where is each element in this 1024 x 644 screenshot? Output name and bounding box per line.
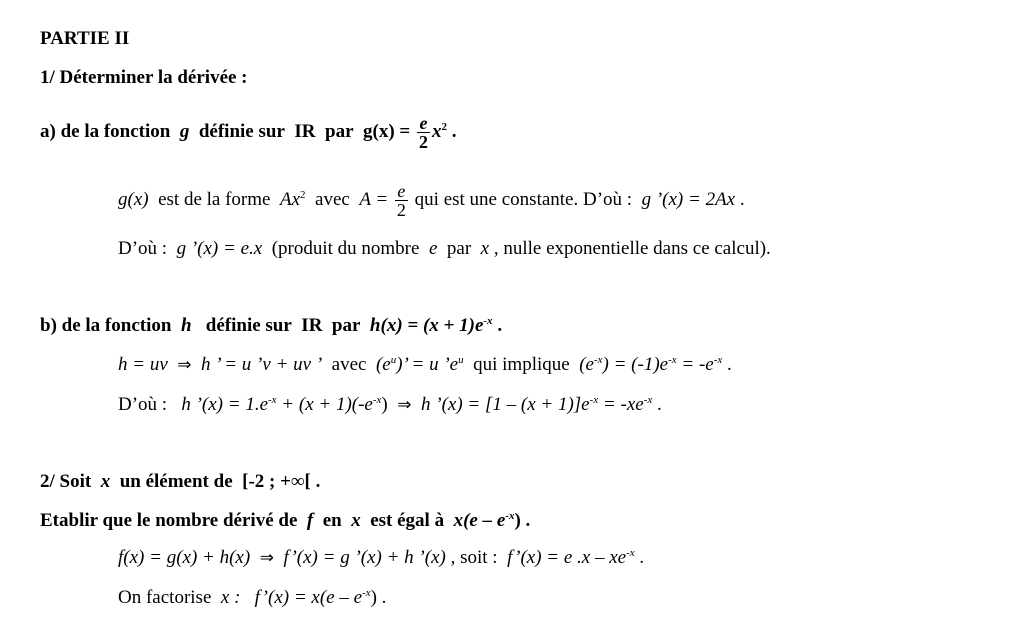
- q1a-fraction-numerator: e: [417, 114, 430, 133]
- q1b-l2-t6: = -xe: [598, 394, 644, 415]
- q1b-l2-t5: h ’(x) = [1 – (x + 1)]e: [421, 394, 590, 415]
- q1b-l2-t5exp: -x: [589, 394, 599, 406]
- q1a-par: par: [325, 120, 354, 142]
- q1b-l1-t8: ) = (-1)e: [602, 354, 669, 375]
- q1a-l2-t6: x: [480, 238, 490, 259]
- q1b-l2-t7: .: [656, 394, 662, 415]
- q2-l1-t1: f(x) = g(x) + h(x): [118, 547, 251, 568]
- q1b-l1-t2: h ’ = u ’v + uv ’: [201, 354, 323, 375]
- q2-s-t2: f: [306, 510, 314, 531]
- q1b-prefix: b) de la fonction: [40, 315, 172, 336]
- q1a-expr-var: x: [432, 120, 442, 142]
- q1b-l1-t6: qui implique: [473, 354, 570, 375]
- q1b-l1-t5exp: u: [458, 354, 464, 366]
- question-2-heading: [40, 470, 320, 494]
- q1b-function-name: h: [180, 315, 192, 336]
- q2-s-t1: Etablir que le nombre dérivé de: [40, 510, 298, 531]
- q2-var: x: [100, 471, 111, 492]
- q2-l1-t2: f’(x) = g ’(x) + h ’(x): [283, 547, 446, 568]
- part-title-text: PARTIE II: [40, 28, 130, 49]
- q1b-l1-t4exp: u: [390, 354, 397, 366]
- q2-interval: [-2 ; +∞[ .: [242, 471, 321, 492]
- q1a-fraction: [417, 114, 430, 151]
- q1b-l2-t6exp: -x: [643, 394, 653, 406]
- q1b-l1-t10: .: [727, 354, 732, 375]
- q2-s-t6exp: -x: [505, 510, 515, 522]
- q2-s-t6: x(e – e: [453, 510, 506, 531]
- q1b-l1-t7exp: -x: [593, 354, 603, 366]
- q1b-l1-t7: (e: [579, 354, 594, 375]
- q1a-solution-line-1: [118, 182, 745, 219]
- q1b-l2-t4: ): [381, 394, 388, 415]
- q1a-end: .: [451, 120, 457, 142]
- q1a-l2-t1: D’où :: [118, 238, 168, 259]
- q1a-l2-t2: g ’(x) = e.x: [176, 238, 263, 259]
- q1a-l1-t8: .: [739, 188, 745, 210]
- q2-solution-line-2: [118, 586, 386, 610]
- q1b-l2-t2: h ’(x) = 1.e: [181, 394, 268, 415]
- q1b-l2-t3: + (x + 1)(-e: [276, 394, 373, 415]
- q2-s-t4: x: [351, 510, 361, 531]
- q1a-l2-t4: e: [428, 238, 438, 259]
- q2-s-t7: ) .: [514, 510, 531, 531]
- q1a-set: IR: [294, 120, 316, 142]
- q1b-mid: définie sur: [205, 315, 292, 336]
- q2-l2-t3: f’(x) = x(e – e: [254, 587, 363, 608]
- q1a-l2-t7: , nulle exponentielle dans ce calcul).: [493, 238, 771, 259]
- q1b-l1-t5: )’ = u ’e: [396, 354, 459, 375]
- q1b-l2-t2exp: -x: [268, 394, 277, 406]
- q1b-l2-t3exp: -x: [372, 394, 382, 406]
- q1a-l2-t3: (produit du nombre: [271, 238, 420, 259]
- part-title: [40, 27, 129, 51]
- q1a-l1-t1: g(x): [118, 188, 149, 210]
- implies-arrow-icon: ⇒: [177, 355, 192, 375]
- q1b-par: par: [331, 315, 361, 336]
- implies-arrow-icon: ⇒: [397, 395, 412, 415]
- question-2-statement: [40, 509, 530, 533]
- q1b-l1-t8exp: -x: [668, 354, 677, 366]
- q1a-solution-line-2: [118, 237, 771, 261]
- q1a-l1-fraction-denominator: 2: [396, 200, 406, 220]
- q2-l2-t1: On factorise: [118, 587, 212, 608]
- q1a-fraction-denominator: 2: [419, 132, 428, 152]
- q1a-expr-left: g(x) =: [363, 120, 411, 142]
- question-1-heading: [40, 66, 248, 90]
- implies-arrow-icon: ⇒: [259, 548, 274, 568]
- q1a-l1-t7: g ’(x) = 2Ax: [641, 188, 736, 210]
- q1a-prefix: a) de la fonction: [40, 120, 171, 142]
- q2-l1-t4: f’(x) = e .x – xe: [507, 547, 627, 568]
- q2-s-t5: est égal à: [370, 510, 445, 531]
- q1a-mid: définie sur: [198, 120, 285, 142]
- q1b-l1-t4: (e: [375, 354, 391, 375]
- q1a-function-name: g: [179, 120, 190, 142]
- q2-s-t3: en: [322, 510, 342, 531]
- q1a-l2-t5: par: [446, 238, 472, 259]
- question-1b-heading: [40, 314, 502, 338]
- q1a-l1-t2: est de la forme: [158, 188, 271, 210]
- q1b-expr: h(x) = (x + 1)e: [369, 315, 484, 336]
- q1a-l1-t5: A =: [359, 188, 389, 210]
- q1b-l1-t9: = -e: [676, 354, 714, 375]
- q2-l2-t2: x :: [220, 587, 241, 608]
- q1a-expr-exponent: 2: [441, 120, 447, 133]
- q1a-l1-t3exp: 2: [300, 188, 306, 201]
- q1a-l1-t6: qui est une constante. D’où :: [414, 188, 633, 210]
- q1b-l1-t1: h = uv: [118, 354, 168, 375]
- q1b-end: .: [497, 315, 503, 336]
- q2-l1-t4exp: -x: [626, 547, 635, 559]
- q1a-l1-t4: avec: [315, 188, 350, 210]
- q1b-set: IR: [301, 315, 323, 336]
- q2-l1-t5: .: [639, 547, 645, 568]
- q2-prefix: 2/ Soit: [40, 471, 92, 492]
- q2-l1-t3: , soit :: [450, 547, 498, 568]
- q2-l2-t3exp: -x: [362, 587, 371, 599]
- q1a-l1-t3: Ax: [279, 188, 301, 210]
- q1b-l1-t9exp: -x: [713, 354, 723, 366]
- question-1a-heading: [40, 114, 457, 151]
- q1a-l1-fraction-numerator: e: [395, 182, 408, 201]
- q1b-solution-line-1: [118, 353, 732, 377]
- q1b-l1-t3: avec: [331, 354, 367, 375]
- q1a-l1-fraction: [395, 182, 408, 219]
- q2-mid: un élément de: [119, 471, 233, 492]
- q1b-solution-line-2: [118, 393, 662, 417]
- q1b-expr-exponent: -x: [483, 315, 493, 327]
- q2-solution-line-1: [118, 546, 644, 570]
- question-1-heading-text: 1/ Déterminer la dérivée :: [40, 67, 248, 88]
- q1b-l2-t1: D’où :: [118, 394, 168, 415]
- q2-l2-t4: ) .: [370, 587, 387, 608]
